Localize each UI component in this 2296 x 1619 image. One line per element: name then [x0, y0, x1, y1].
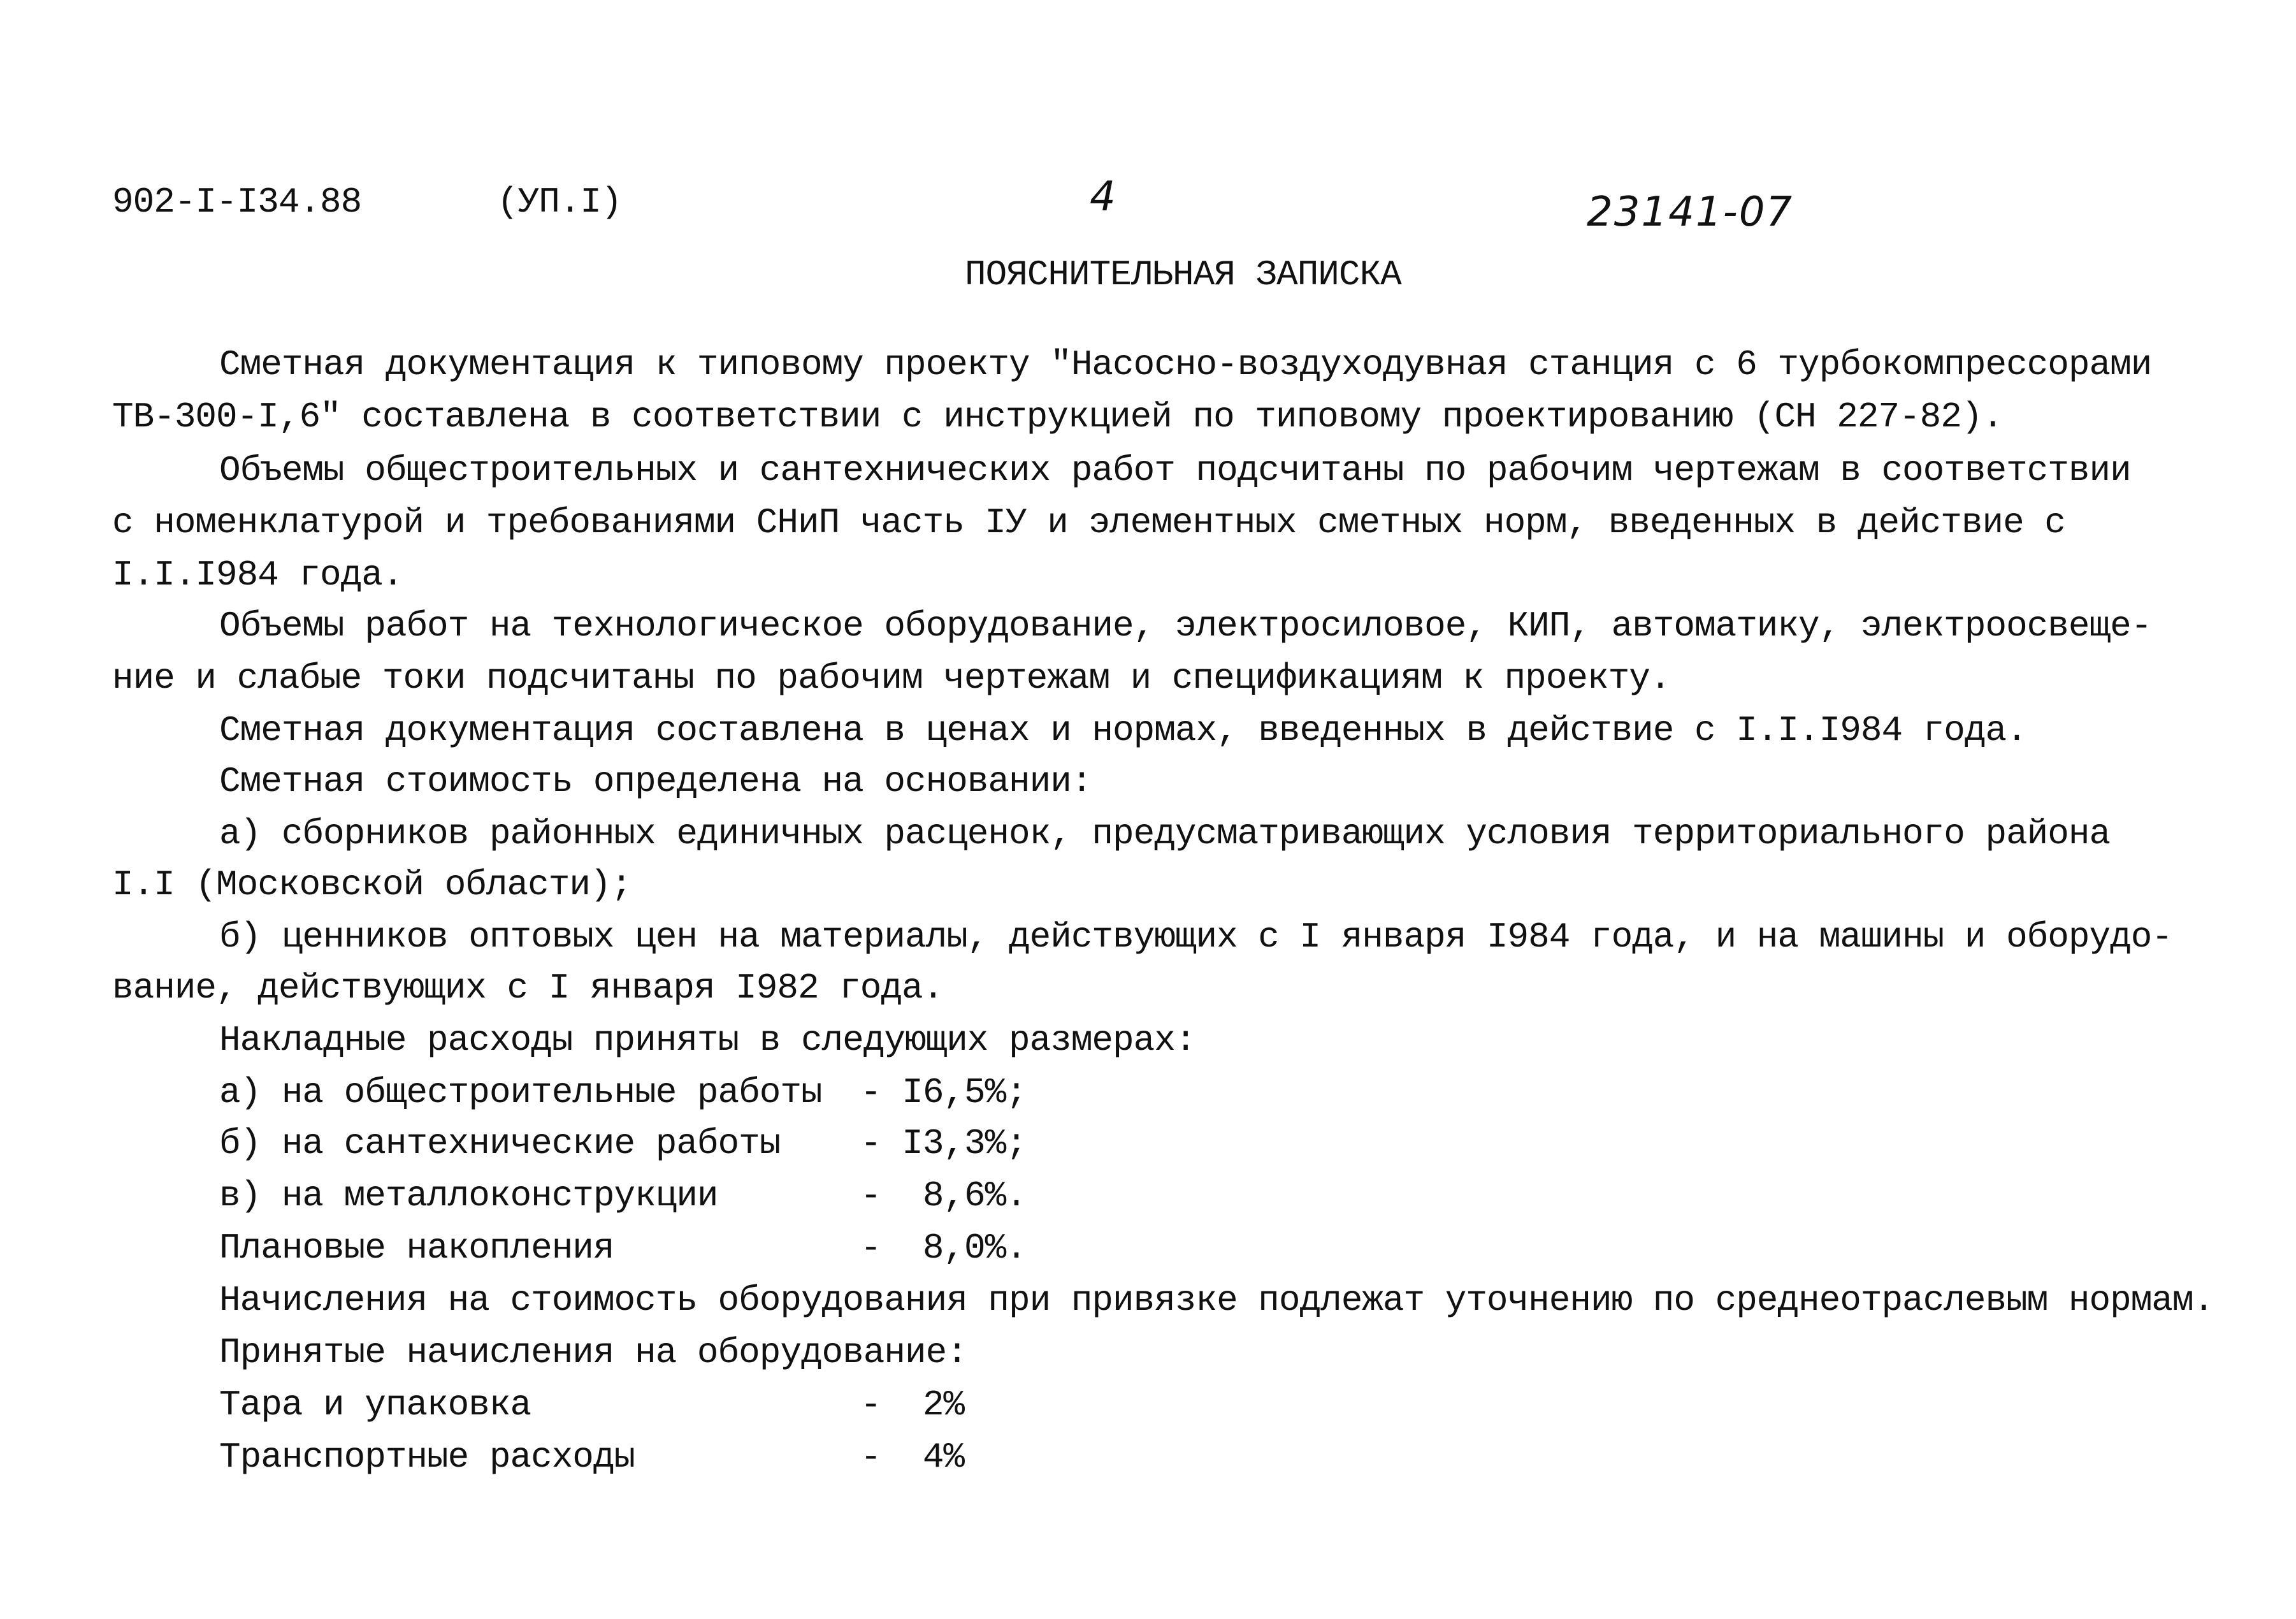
text-line: б) ценников оптовых цен на материалы, действующих с I января I984 года, и на машины и оборудо-: [219, 917, 2172, 957]
text-line: Сметная стоимость определена на основании:: [219, 761, 1092, 802]
doc-code: 902-I-I34.88: [112, 182, 362, 222]
equipment-item-label: Транспортные расходы: [219, 1437, 635, 1477]
overhead-item-label: б) на сантехнические работы: [219, 1123, 781, 1164]
text-line: Накладные расходы приняты в следующих размерах:: [219, 1020, 1196, 1061]
overhead-item-value: - I3,3%;: [860, 1123, 1027, 1164]
text-line: ТВ-300-I,6" составлена в соответствии с инструкцией по типовому проектированию (СН 227-82).: [112, 396, 2004, 437]
text-line: с номенклатурой и требованиями СНиП часть IУ и элементных сметных норм, введенных в действие с: [112, 502, 2065, 543]
text-line: Объемы работ на технологическое оборудование, электросиловое, КИП, автоматику, электроосвеще-: [219, 606, 2152, 646]
text-line: I.I.I984 года.: [112, 555, 403, 595]
equipment-item-value: - 2%: [860, 1384, 965, 1425]
album-number: (УП.I): [497, 182, 622, 222]
text-line: а) сборников районных единичных расценок, предусматривающих условия территориального района: [219, 813, 2111, 854]
text-line: Объемы общестроительных и сантехнических работ подсчитаны по рабочим чертежам в соответствии: [219, 450, 2131, 491]
page-title: ПОЯСНИТЕЛЬНАЯ ЗАПИСКА: [965, 254, 1401, 295]
overhead-item-value: - 8,6%.: [860, 1175, 1027, 1216]
overhead-item-label: в) на металлоконструкции: [219, 1175, 718, 1216]
equipment-item-label: Тара и упаковка: [219, 1384, 531, 1425]
text-line: Сметная документация к типовому проекту "Насосно-воздуходувная станция с 6 турбокомпрессорами: [219, 344, 2152, 385]
text-line: I.I (Московской области);: [112, 864, 632, 905]
overhead-item-value: - I6,5%;: [860, 1072, 1027, 1113]
overhead-item-label: а) на общестроительные работы: [219, 1072, 822, 1113]
text-line: Сметная документация составлена в ценах и нормах, введенных в действие с I.I.I984 года.: [219, 710, 2027, 751]
note-line: Начисления на стоимость оборудования при привязке подлежат уточнению по среднеотраслевым нормам.: [219, 1280, 2214, 1321]
text-line: вание, действующих с I января I982 года.: [112, 968, 944, 1008]
equipment-item-value: - 4%: [860, 1437, 965, 1477]
text-line: ние и слабые токи подсчитаны по рабочим чертежам и спецификациям к проекту.: [112, 658, 1671, 699]
page-number: 4: [1090, 173, 1117, 221]
note-line: Принятые начисления на оборудование:: [219, 1332, 967, 1373]
inventory-number: 23141-07: [1587, 189, 1794, 236]
planned-savings-value: - 8,0%.: [860, 1228, 1027, 1268]
planned-savings-label: Плановые накопления: [219, 1228, 614, 1268]
